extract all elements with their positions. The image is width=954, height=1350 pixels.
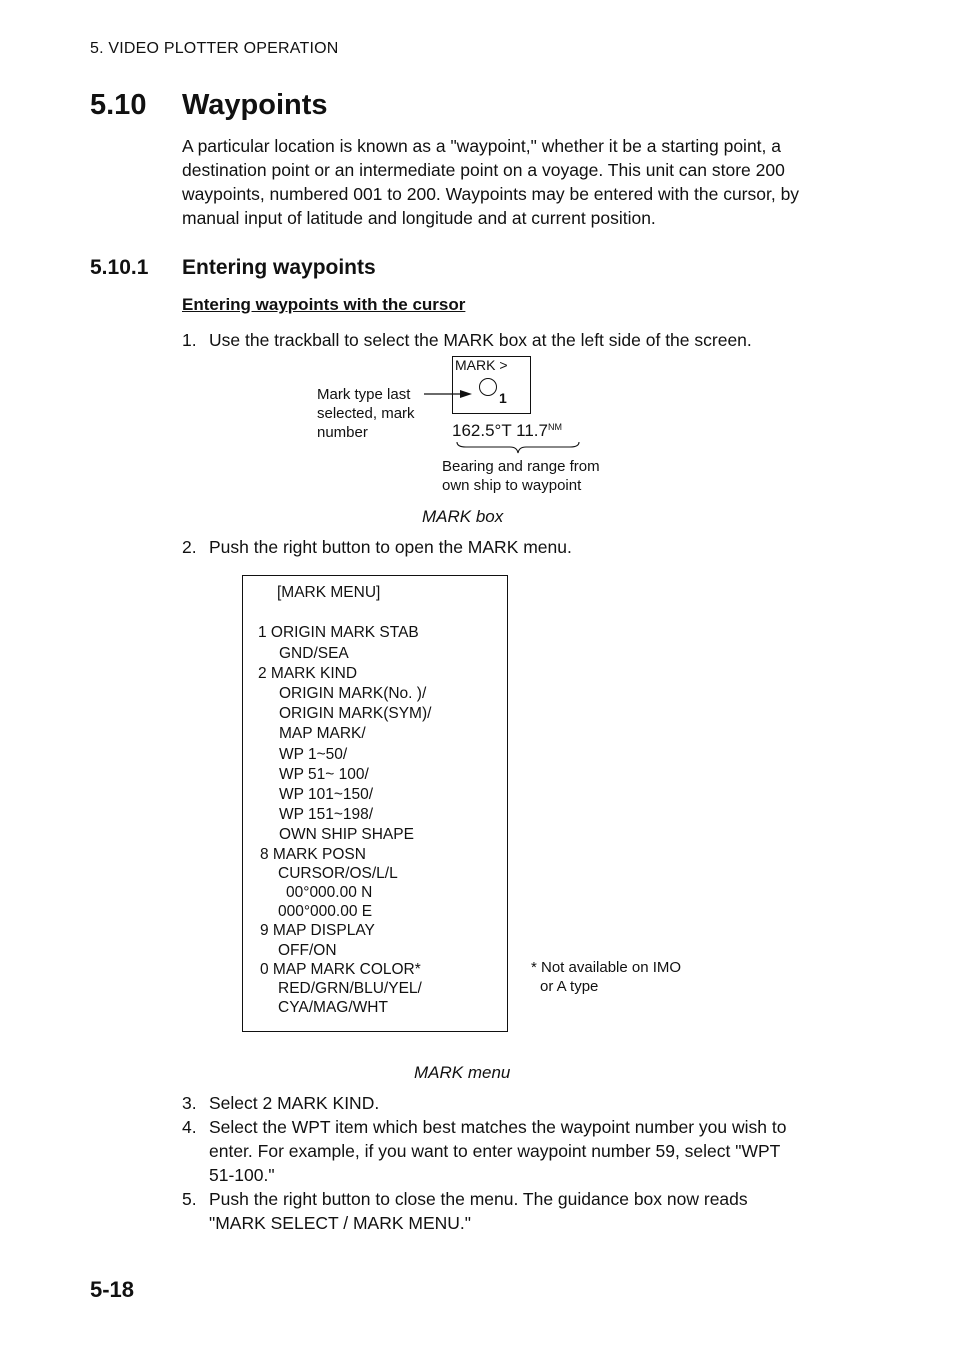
menu-title: [MARK MENU] xyxy=(277,584,381,601)
mark-box-caption: MARK box xyxy=(422,507,504,526)
bearing-range-readout xyxy=(452,421,562,441)
menu-line: 000°000.00 E xyxy=(278,903,373,920)
mark-number: 1 xyxy=(499,390,507,406)
section-title: Waypoints xyxy=(182,89,328,121)
intro-line: destination point or an intermediate point on a voyage. This unit can store 200 xyxy=(182,160,785,180)
menu-line: 1 ORIGIN MARK STAB xyxy=(258,624,419,641)
menu-line: 9 MAP DISPLAY xyxy=(260,922,375,939)
menu-line: 8 MARK POSN xyxy=(260,846,366,863)
step-text: Select 2 MARK KIND. xyxy=(209,1093,380,1113)
step-number: 1. xyxy=(182,330,197,350)
subsection-title: Entering waypoints xyxy=(182,256,376,279)
step-1 xyxy=(182,328,752,352)
subheading: Entering waypoints with the cursor xyxy=(182,295,466,314)
menu-line: OFF/ON xyxy=(278,942,337,959)
callout-line: Mark type last xyxy=(317,386,411,403)
step-text: "MARK SELECT / MARK MENU." xyxy=(209,1213,472,1233)
callout-line: own ship to waypoint xyxy=(442,477,582,494)
menu-line: WP 101~150/ xyxy=(279,786,374,803)
step-text: Push the right button to close the menu. The guidance box now reads xyxy=(209,1189,748,1209)
menu-line: 0 MAP MARK COLOR* xyxy=(260,961,421,978)
step-number: 5. xyxy=(182,1189,197,1209)
menu-line: CYA/MAG/WHT xyxy=(278,999,388,1016)
bearing-range-value: 162.5°T 11.7 xyxy=(452,421,548,440)
mark-menu-caption: MARK menu xyxy=(414,1063,511,1082)
menu-line: WP 51~ 100/ xyxy=(279,766,369,783)
subsection-number: 5.10.1 xyxy=(90,256,149,279)
intro-line: A particular location is known as a "waypoint," whether it be a starting point, a xyxy=(182,136,781,156)
note-line: or A type xyxy=(540,978,599,995)
intro-line: waypoints, numbered 001 to 200. Waypoints may be entered with the cursor, by xyxy=(182,184,800,204)
step-number: 2. xyxy=(182,537,197,557)
origin-mark-icon xyxy=(479,378,497,396)
menu-line: RED/GRN/BLU/YEL/ xyxy=(278,980,422,997)
menu-line: WP 1~50/ xyxy=(279,746,348,763)
section-heading xyxy=(90,89,328,122)
step-text: 51-100." xyxy=(209,1165,275,1185)
intro-paragraph xyxy=(182,134,842,230)
step-2 xyxy=(182,535,572,559)
note-line: * Not available on IMO xyxy=(531,959,682,976)
mark-box-title: MARK > xyxy=(455,357,508,373)
step-5 xyxy=(182,1187,748,1235)
callout-line: selected, mark xyxy=(317,405,415,422)
menu-line: OWN SHIP SHAPE xyxy=(279,826,414,843)
callout-line: Bearing and range from xyxy=(442,458,600,475)
step-number: 3. xyxy=(182,1093,197,1113)
step-3 xyxy=(182,1091,379,1115)
bearing-callout xyxy=(442,457,600,495)
menu-line: WP 151~198/ xyxy=(279,806,374,823)
menu-line: 00°000.00 N xyxy=(286,884,373,901)
step-4 xyxy=(182,1115,786,1187)
menu-line: ORIGIN MARK(SYM)/ xyxy=(279,705,432,722)
step-number: 4. xyxy=(182,1117,197,1137)
step-text: enter. For example, if you want to enter waypoint number 59, select "WPT xyxy=(209,1141,781,1161)
menu-line: GND/SEA xyxy=(279,645,349,662)
menu-line: ORIGIN MARK(No. )/ xyxy=(279,685,427,702)
step-text: Use the trackball to select the MARK box at the left side of the screen. xyxy=(209,330,752,350)
menu-line: CURSOR/OS/L/L xyxy=(278,865,398,882)
menu-line: MAP MARK/ xyxy=(279,725,366,742)
mark-type-callout xyxy=(317,385,415,442)
page-number: 5-18 xyxy=(90,1277,135,1302)
running-header: 5. VIDEO PLOTTER OPERATION xyxy=(90,40,339,57)
callout-line: number xyxy=(317,424,368,441)
step-text: Push the right button to open the MARK menu. xyxy=(209,537,572,557)
step-text: Select the WPT item which best matches the waypoint number you wish to xyxy=(209,1117,787,1137)
brace-icon xyxy=(454,440,584,456)
range-unit: NM xyxy=(547,422,562,432)
intro-line: manual input of latitude and longitude and at current position. xyxy=(182,208,656,228)
menu-line: 2 MARK KIND xyxy=(258,665,358,682)
subsection-heading xyxy=(90,256,376,280)
availability-note xyxy=(531,958,681,996)
section-number: 5.10 xyxy=(90,89,147,121)
